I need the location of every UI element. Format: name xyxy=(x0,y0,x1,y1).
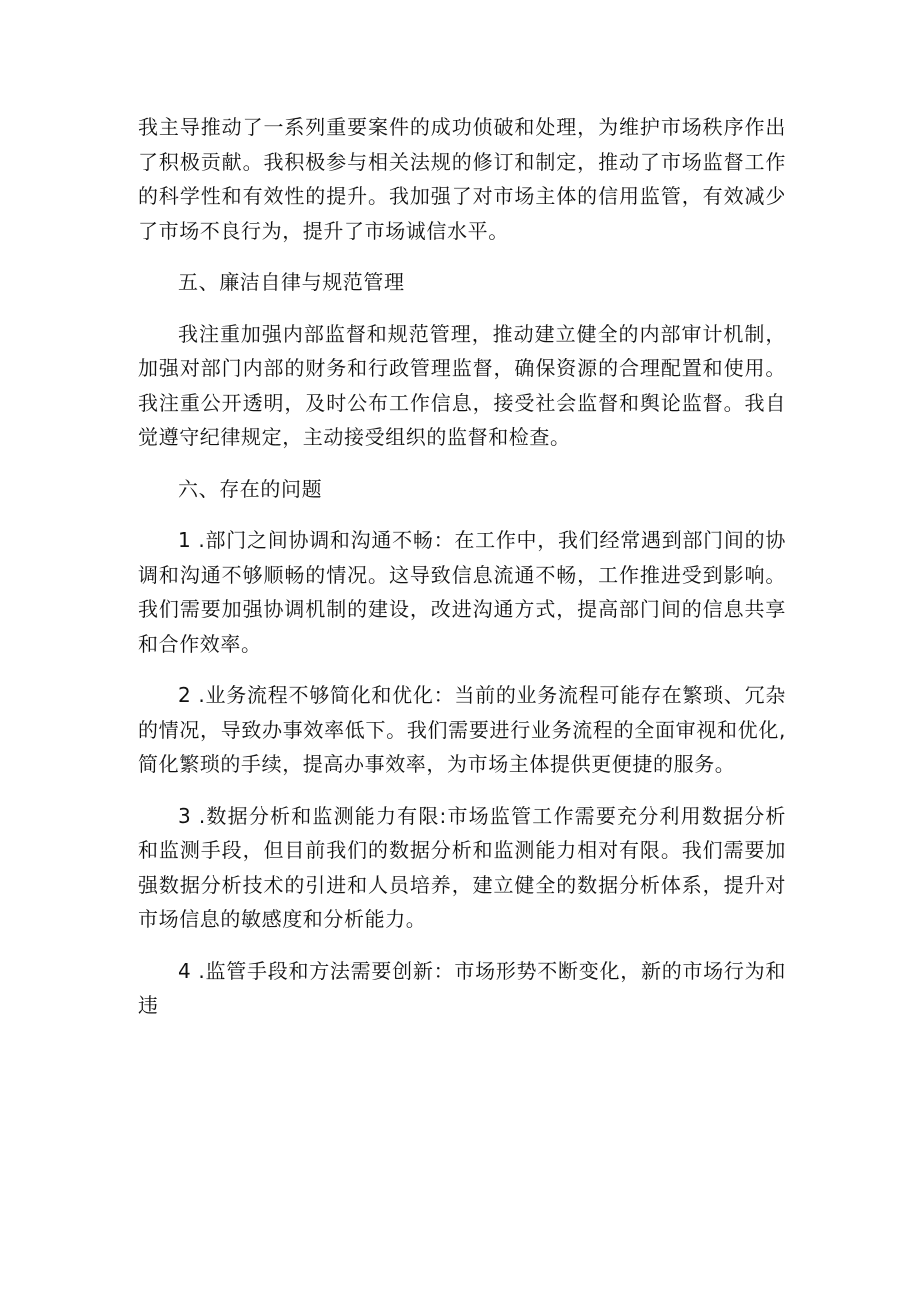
problem-item-3: 3 .数据分析和监测能力有限:市场监管工作需要充分利用数据分析和监测手段，但目前我们的数据分析和监测能力相对有限。我们需要加强数据分析技术的引进和人员培养，建立健全的数据分析体系，提升对市场信息的敏感度和分析能力。 xyxy=(138,803,786,931)
problem-item-2: 2 .业务流程不够简化和优化：当前的业务流程可能存在繁琐、冗杂的情况，导致办事效率低下。我们需要进行业务流程的全面审视和优化,简化繁琐的手续，提高办事效率，为市场主体提供更便捷的服务。 xyxy=(138,683,786,776)
document-body xyxy=(138,110,786,1040)
section-heading-problems: 六、存在的问题 xyxy=(178,476,323,501)
problem-item-1: 1 .部门之间协调和沟通不畅：在工作中，我们经常遇到部门间的协调和沟通不够顺畅的情况。这导致信息流通不畅，工作推进受到影响。我们需要加强协调机制的建设，改进沟通方式，提高部门间的信息共享和合作效率。 xyxy=(138,528,786,656)
paragraph-case-achievements: 我主导推动了一系列重要案件的成功侦破和处理，为维护市场秩序作出了积极贡献。我积极参与相关法规的修订和制定，推动了市场监督工作的科学性和有效性的提升。我加强了对市场主体的信用监管，有效减少了市场不良行为，提升了市场诚信水平。 xyxy=(138,115,786,243)
paragraph-integrity: 我注重加强内部监督和规范管理，推动建立健全的内部审计机制，加强对部门内部的财务和行政管理监督，确保资源的合理配置和使用。我注重公开透明，及时公布工作信息，接受社会监督和舆论监督。我自觉遵守纪律规定，主动接受组织的监督和检查。 xyxy=(138,321,786,449)
section-heading-integrity: 五、廉洁自律与规范管理 xyxy=(178,270,405,294)
problem-item-4: 4 .监管手段和方法需要创新：市场形势不断变化，新的市场行为和违 xyxy=(138,958,786,1017)
